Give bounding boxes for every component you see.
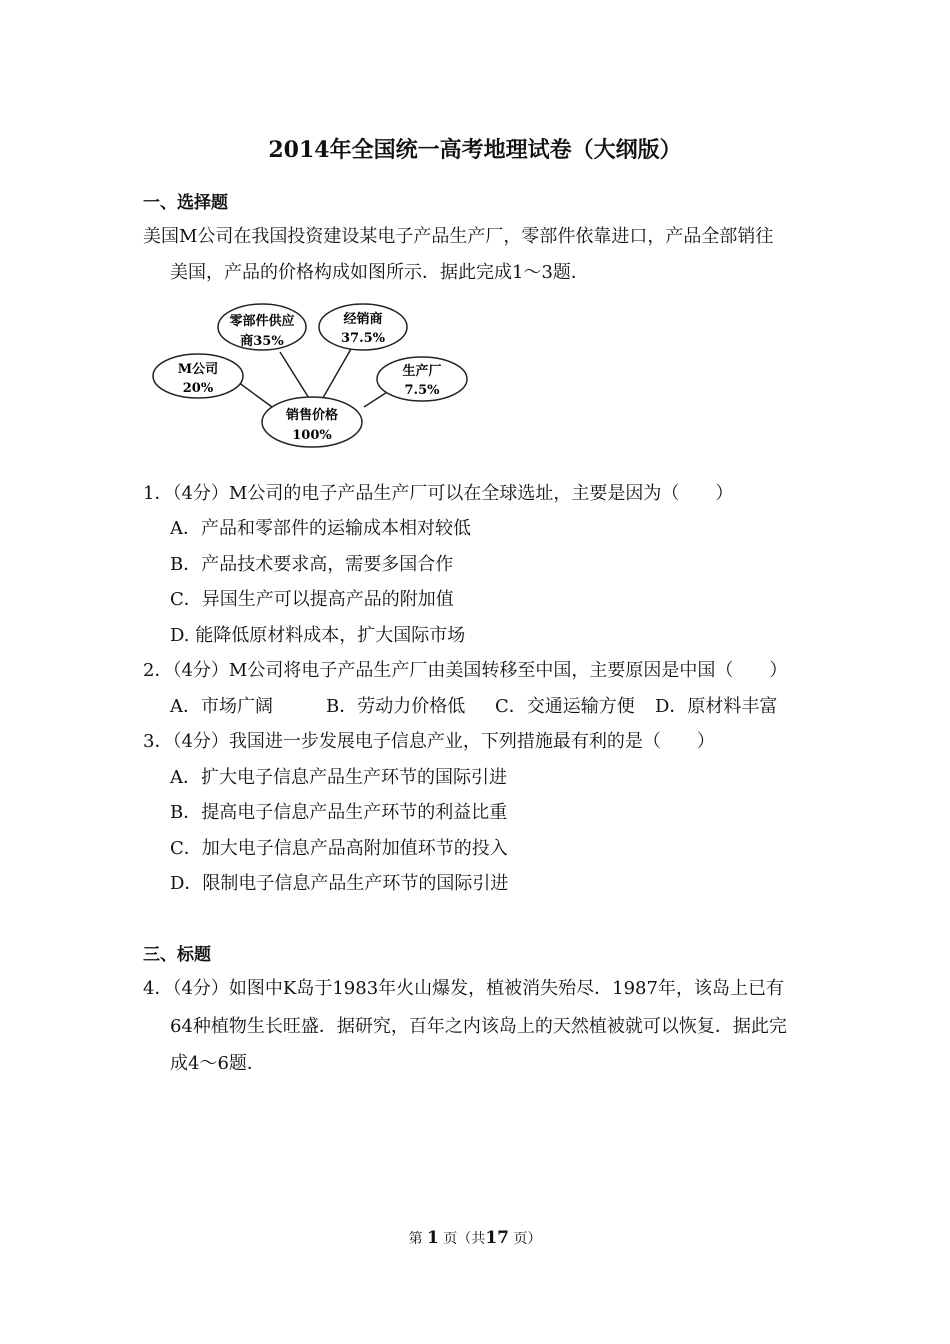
footer-prefix: 第 [408, 1231, 423, 1247]
question-2-stem: 2．（4分）M公司将电子产品生产厂由美国转移至中国，主要原因是中国（ ） [143, 660, 788, 681]
intro-text-line1: 美国M公司在我国投资建设某电子产品生产厂，零部件依靠进口，产品全部销往 [143, 226, 774, 247]
question-1-option-d: D. 能降低原材料成本，扩大国际市场 [170, 625, 466, 646]
page-footer [0, 1228, 950, 1248]
question-3-stem: 3．（4分）我国进一步发展电子信息产业，下列措施最有利的是（ ） [143, 731, 715, 752]
question-4-line2: 64种植物生长旺盛．据研究，百年之内该岛上的天然植被就可以恢复．据此完 [170, 1016, 787, 1037]
question-3-option-c: C．加大电子信息产品高附加值环节的投入 [170, 838, 508, 859]
question-1-stem: 1．（4分）M公司的电子产品生产厂可以在全球选址，主要是因为（ ） [143, 483, 734, 504]
question-2-option-a: A．市场广阔 [170, 696, 273, 717]
node-label: M公司 [177, 362, 219, 377]
diagram-node-m-company [153, 354, 243, 398]
question-1-option-b: B．产品技术要求高，需要多国合作 [170, 554, 454, 575]
question-3-option-d: D．限制电子信息产品生产环节的国际引进 [170, 873, 509, 894]
question-2-option-c: C．交通运输方便 [495, 696, 635, 717]
node-label: 经销商 [343, 312, 383, 327]
footer-mid: 页（共 [443, 1231, 486, 1247]
footer-suffix: 页） [513, 1231, 542, 1247]
node-value: 7.5% [404, 383, 440, 398]
node-value: 37.5% [340, 331, 386, 346]
node-label: 生产厂 [402, 364, 442, 379]
node-value: 商35% [240, 334, 284, 349]
intro-text-line2: 美国，产品的价格构成如图所示．据此完成1～3题． [170, 262, 589, 283]
question-1-option-c: C．异国生产可以提高产品的附加值 [170, 589, 454, 610]
footer-total-pages: 17 [485, 1228, 509, 1248]
section-heading-choice: 一、选择题 [143, 193, 228, 213]
question-3-option-a: A．扩大电子信息产品生产环节的国际引进 [170, 767, 507, 788]
question-2-option-d: D．原材料丰富 [655, 696, 778, 717]
price-composition-diagram [140, 295, 480, 455]
diagram-node-factory [377, 357, 467, 401]
diagram-node-distributor [319, 304, 407, 350]
diagram-node-sales-price [262, 397, 362, 447]
node-value: 100% [292, 428, 332, 443]
question-4-line3: 成4～6题． [170, 1053, 265, 1074]
node-label: 零部件供应 [229, 314, 295, 329]
node-label: 销售价格 [285, 408, 339, 423]
section-heading-title: 三、标题 [143, 945, 211, 965]
node-value: 20% [182, 381, 214, 396]
question-2-option-b: B．劳动力价格低 [326, 696, 466, 717]
page-title: 2014年全国统一高考地理试卷（大纲版） [268, 137, 682, 163]
question-4-line1: 4．（4分）如图中K岛于1983年火山爆发，植被消失殆尽．1987年，该岛上已有 [143, 978, 784, 999]
diagram-node-parts-supplier [218, 304, 306, 350]
question-3-option-b: B．提高电子信息产品生产环节的利益比重 [170, 802, 508, 823]
question-1-option-a: A．产品和零部件的运输成本相对较低 [170, 518, 471, 539]
footer-page-number: 1 [427, 1228, 439, 1248]
